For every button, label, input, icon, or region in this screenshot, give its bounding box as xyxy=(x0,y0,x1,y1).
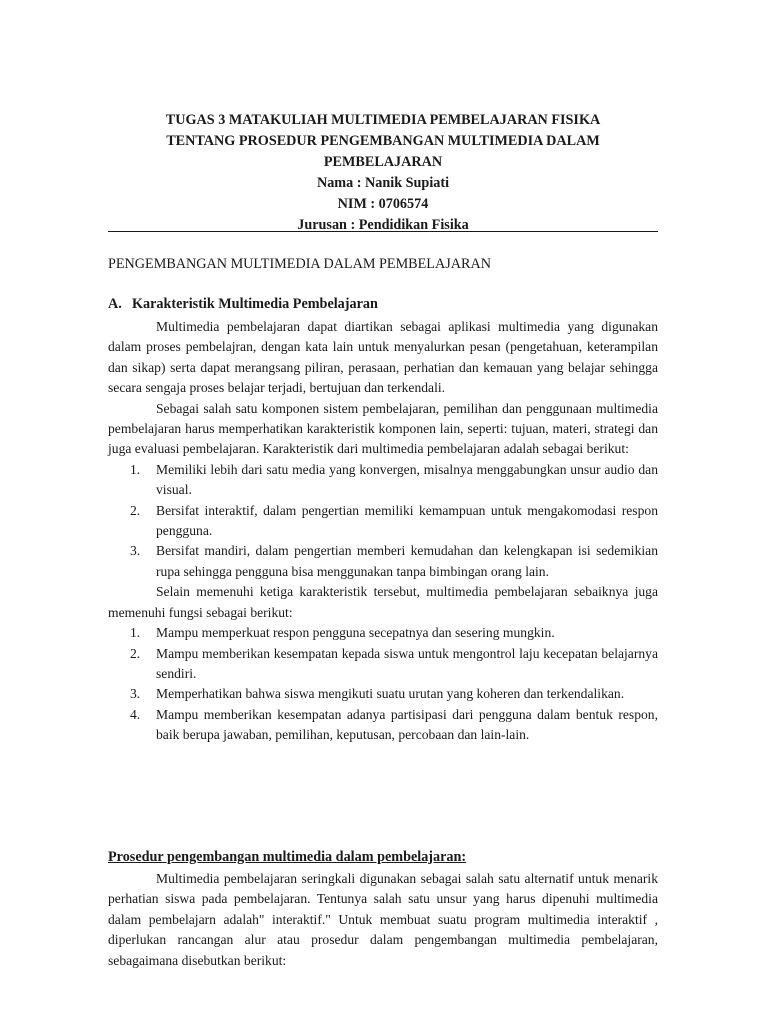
header-title-line-2: TENTANG PROSEDUR PENGEMBANGAN MULTIMEDIA DALAM xyxy=(166,133,600,149)
list-item xyxy=(108,501,658,542)
list-text: Bersifat mandiri, dalam pengertian memberi kemudahan dan kelengkapan isi sedemikian rupa sehingga pengguna bisa menggunakan tanpa bimbingan orang lain. xyxy=(156,543,658,579)
author-name: Nama : Nanik Supiati xyxy=(316,175,450,191)
list-text: Memiliki lebih dari satu media yang konvergen, misalnya menggabungkan unsur audio dan visual. xyxy=(156,461,658,498)
document-header xyxy=(108,110,658,236)
subsection-a-body xyxy=(108,317,658,746)
list-text: Bersifat interaktif, dalam pengertian memiliki kemampuan untuk mengakomodasi respon pengguna. xyxy=(156,502,658,539)
author-department: Jurusan : Pendidikan Fisika xyxy=(297,217,469,233)
author-nim: NIM : 0706574 xyxy=(337,196,429,212)
list-number: 1. xyxy=(130,625,141,641)
list-text: Mampu memberikan kesempatan adanya partisipasi dari pengguna dalam bentuk respon, baik berupa jawaban, pemilihan, keputusan, percobaan dan lain-lain. xyxy=(156,706,658,743)
list-item xyxy=(108,644,658,685)
list-text: Mampu memberikan kesempatan kepada siswa untuk mengontrol laju kecepatan belajarnya sendiri. xyxy=(156,645,658,681)
list-item xyxy=(108,460,658,501)
paragraph-definition: Multimedia pembelajaran dapat diartikan sebagai aplikasi multimedia yang digunakan dalam proses pembelajran, dengan kata lain untuk menyalurkan pesan (pengetahuan, keterampilan dan sikap) serta dapat merangsang piliran, perasaan, perhatian dan kemauan yang belajar sehingga secara sengaja proses belajar terjadi, bertujuan dan terkendali. xyxy=(108,319,658,396)
paragraph-procedure: Multimedia pembelajaran seringkali digunakan sebagai salah satu alternatif untuk menarik perhatian siswa pada pembelajaran. Tentunya salah satu unsur yang harus dipenuhi multimedia dalam pembelajarn adalah" interaktif." Untuk membuat suatu program multimedia interaktif , diperlukan rancangan alur atau prosedur dalam pengembangan multimedia pembelajaran, sebagaimana disebutkan berikut: xyxy=(108,871,658,968)
section-title: PENGEMBANGAN MULTIMEDIA DALAM PEMBELAJARAN xyxy=(108,256,491,272)
subsection-title: Karakteristik Multimedia Pembelajaran xyxy=(132,296,378,312)
paragraph-functions-intro: Selain memenuhi ketiga karakteristik tersebut, multimedia pembelajaran sebaiknya juga memenuhi fungsi sebagai berikut: xyxy=(108,584,658,620)
list-item xyxy=(108,623,658,643)
list-text: Mampu memperkuat respon pengguna secepatnya dan sesering mungkin. xyxy=(156,625,555,641)
header-divider xyxy=(108,231,658,232)
list-number: 3. xyxy=(130,686,141,702)
list-item xyxy=(108,684,658,704)
characteristics-list xyxy=(108,460,658,582)
functions-list xyxy=(108,623,658,745)
list-number: 2. xyxy=(130,502,141,518)
list-number: 1. xyxy=(130,461,141,477)
header-title-line-3: PEMBELAJARAN xyxy=(323,154,443,170)
list-item xyxy=(108,541,658,582)
paragraph-characteristics-intro: Sebagai salah satu komponen sistem pembelajaran, pemilihan dan penggunaan multimedia pembelajaran harus memperhatikan karakteristik komponen lain, seperti: tujuan, materi, strategi dan juga evaluasi pembelajaran. Karakteristik dari multimedia pembelajaran adalah sebagai berikut: xyxy=(108,400,658,457)
procedure-body xyxy=(108,869,658,971)
procedure-heading: Prosedur pengembangan multimedia dalam pembelajaran: xyxy=(108,849,467,865)
header-title-line-1: TUGAS 3 MATAKULIAH MULTIMEDIA PEMBELAJARAN FISIKA xyxy=(165,112,601,128)
list-number: 2. xyxy=(130,645,141,661)
list-number: 3. xyxy=(130,543,141,559)
list-item xyxy=(108,705,658,746)
subsection-a-heading xyxy=(108,296,378,313)
list-number: 4. xyxy=(130,706,141,722)
list-text: Memperhatikan bahwa siswa mengikuti suatu urutan yang koheren dan terkendalikan. xyxy=(156,686,625,702)
subsection-marker: A. xyxy=(108,296,122,312)
